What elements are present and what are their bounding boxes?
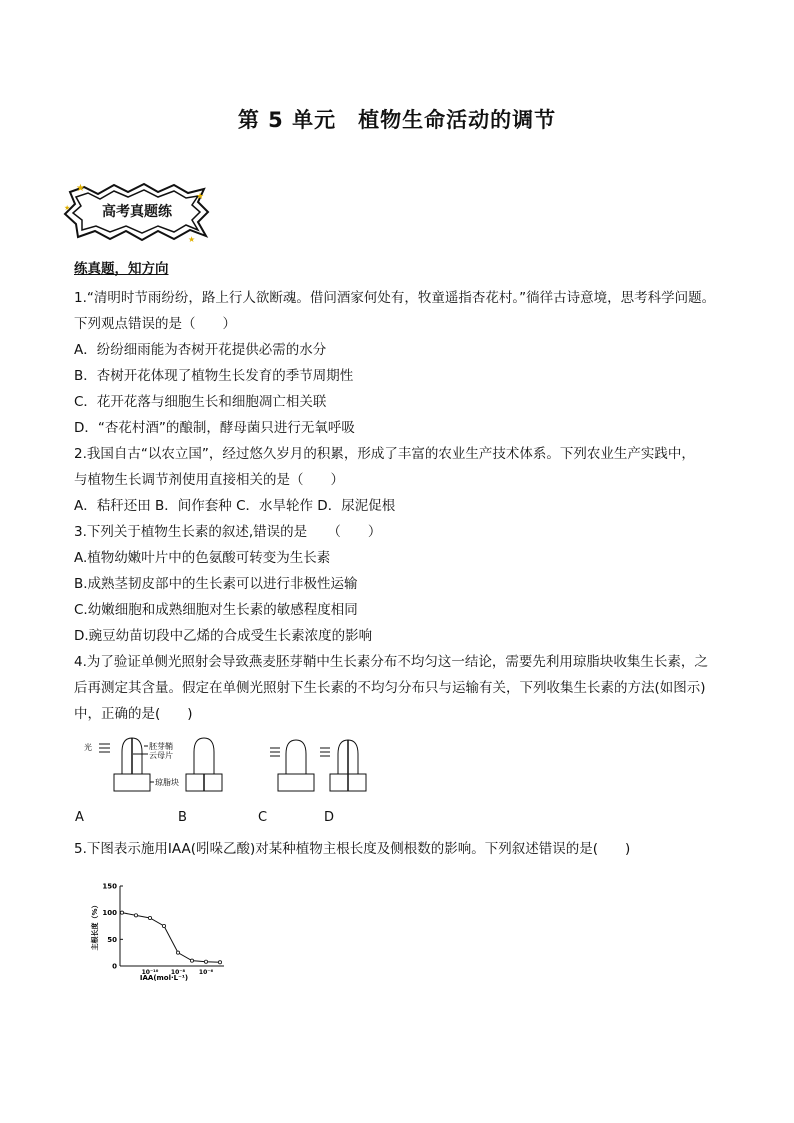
svg-text:★: ★ — [64, 204, 71, 212]
data-point — [218, 961, 221, 964]
option-a-label: A — [75, 810, 84, 825]
option-text: D．“杏花村酒”的酿制，酵母菌只进行无氧呼吸 — [74, 420, 355, 436]
y-tick-label: 150 — [102, 882, 117, 891]
option-text: D.豌豆幼苗切段中乙烯的合成受生长素浓度的影响 — [74, 628, 373, 644]
svg-text:★: ★ — [196, 192, 205, 202]
option-c-label: C — [258, 810, 268, 825]
option-text: B．杏树开花体现了植物生长发育的季节周期性 — [74, 368, 354, 384]
iaa-chart — [86, 872, 236, 984]
diagram-b — [186, 738, 222, 791]
data-point — [134, 914, 137, 917]
question-text: 后再测定其含量。假定在单侧光照射下生长素的不均匀分布只与运输有关，下列收集生长素的方法(如图示) — [74, 680, 706, 696]
series-line — [122, 913, 220, 963]
question-text: 5.下图表示施用IAA(吲哚乙酸)对某种植物主根长度及侧根数的影响。下列叙述错误的是( ) — [74, 841, 631, 857]
section-heading: 练真题，知方向 — [74, 261, 169, 277]
y-axis-label: 主根长度（%） — [91, 901, 99, 951]
page-title: 第 5 单元 植物生命活动的调节 — [237, 108, 557, 132]
light-label: 光 — [84, 743, 92, 752]
option-text: A．纷纷细雨能为杏树开花提供必需的水分 — [74, 342, 327, 358]
question-text: 与植物生长调节剂使用直接相关的是（ ） — [74, 472, 344, 488]
data-point — [120, 911, 123, 914]
option-text: A．秸秆还田 B．间作套种 C．水旱轮作 D．尿泥促根 — [74, 498, 396, 514]
svg-text:★: ★ — [76, 183, 85, 194]
mica-label: 云母片 — [149, 751, 173, 760]
question-text: 中，正确的是( ) — [74, 706, 193, 722]
option-text: B.成熟茎韧皮部中的生长素可以进行非极性运输 — [74, 576, 358, 592]
svg-text:★: ★ — [188, 235, 196, 244]
y-tick-label: 100 — [102, 909, 117, 918]
badge-label: 高考真题练 — [102, 204, 172, 220]
data-point — [162, 924, 165, 927]
coleoptile-diagram — [84, 736, 384, 798]
diagram-c — [270, 740, 314, 791]
x-tick-label: 10⁻¹⁰ — [141, 969, 159, 976]
question-text: 4.为了验证单侧光照射会导致燕麦胚芽鞘中生长素分布不均匀这一结论，需要先利用琼脂块收集生长素，之 — [74, 654, 708, 670]
x-tick-label: 10⁻⁶ — [198, 969, 214, 976]
section-badge — [62, 180, 212, 244]
question-text: 3.下列关于植物生长素的叙述,错误的是 （ ） — [74, 524, 382, 540]
agar-label: 琼脂块 — [155, 778, 179, 787]
diagram-d — [320, 740, 366, 791]
data-point — [190, 959, 193, 962]
data-point — [176, 951, 179, 954]
option-b-label: B — [178, 810, 187, 825]
option-d-label: D — [324, 810, 335, 825]
data-point — [148, 916, 151, 919]
x-axis-label: IAA(mol·L⁻¹) — [139, 974, 189, 982]
y-tick-label: 50 — [107, 935, 117, 944]
data-point — [204, 960, 207, 963]
option-text: C.幼嫩细胞和成熟细胞对生长素的敏感程度相同 — [74, 602, 358, 618]
option-text: C．花开花落与细胞生长和细胞凋亡相关联 — [74, 394, 327, 410]
coleoptile-label: 胚芽鞘 — [149, 742, 173, 751]
question-text: 2.我国自古“以农立国”，经过悠久岁月的积累，形成了丰富的农业生产技术体系。下列农业生产实践中， — [74, 446, 695, 462]
x-tick-label: 10⁻⁸ — [170, 969, 186, 976]
diagram-a — [84, 738, 179, 791]
question-text: 下列观点错误的是（ ） — [74, 316, 236, 332]
question-text: 1.“清明时节雨纷纷，路上行人欲断魂。借问酒家何处有，牧童遥指杏花村。”徜徉古诗意境，思考科学问题。 — [74, 290, 716, 306]
y-tick-label: 0 — [112, 962, 117, 971]
option-text: A.植物幼嫩叶片中的色氨酸可转变为生长素 — [74, 550, 331, 566]
